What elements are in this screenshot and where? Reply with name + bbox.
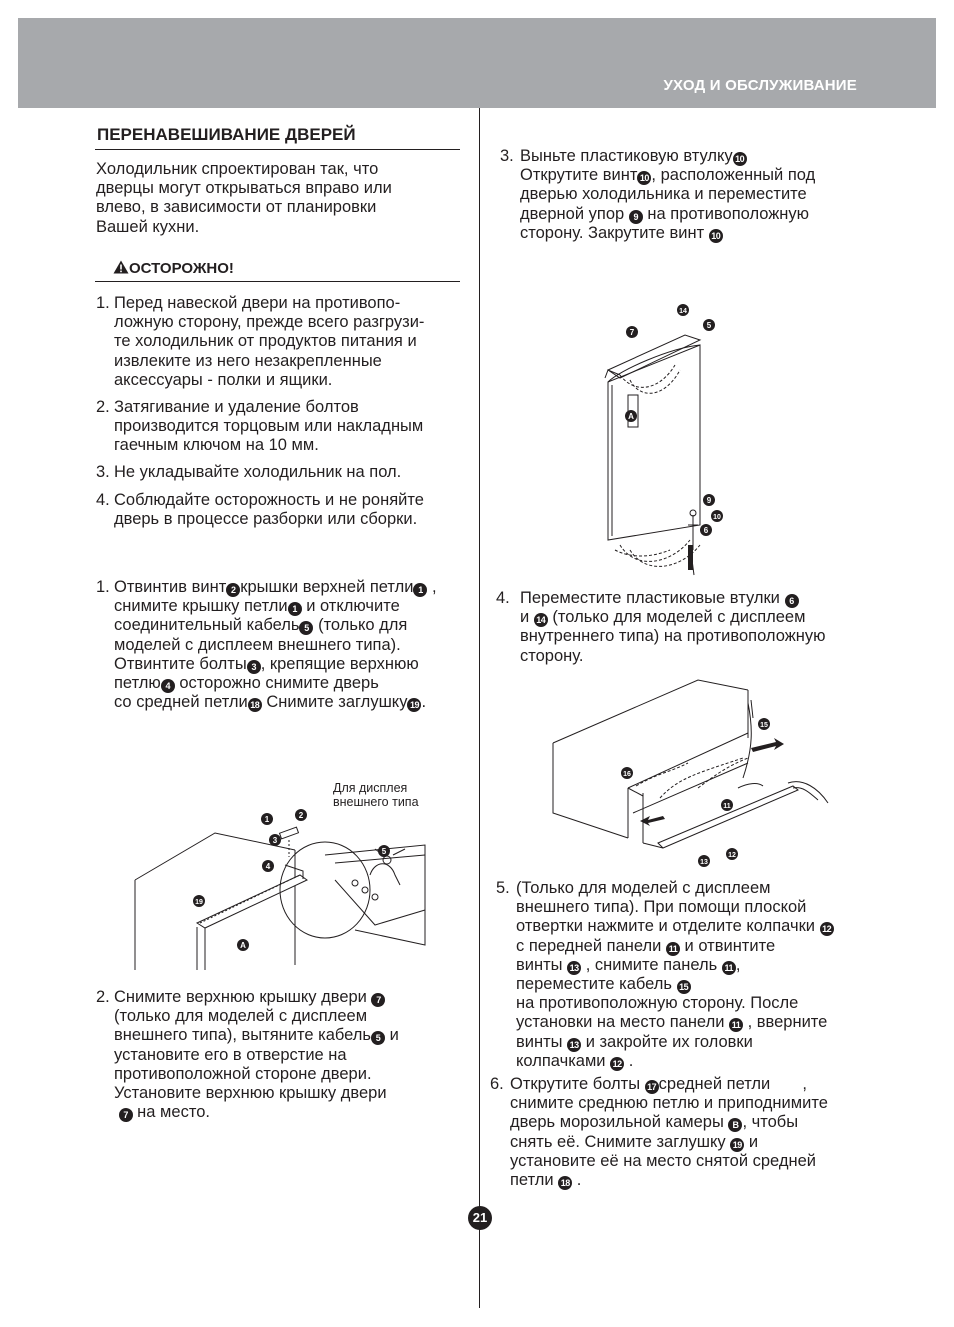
item-number: 3. — [96, 463, 110, 481]
intro-line: дверцы могут открываться вправо или — [96, 179, 392, 198]
callout-B: B — [728, 1118, 742, 1132]
step-number: 2. — [96, 988, 110, 1006]
callout-1: 1 — [413, 583, 427, 597]
callout-3: 3 — [247, 660, 261, 674]
callout-5: 5 — [299, 621, 313, 635]
svg-text:10: 10 — [713, 514, 721, 521]
section-title: УХОД И ОБСЛУЖИВАНИЕ — [663, 77, 857, 94]
step-5: 5. (Только для моделей с дисплеем внешнего типа). При помощи плоской отвертки нажмите и отделите колпачки 12 с передней панели 11 и отвинтите винты 13 , снимите панель 11 , переместите кабель 15 на противоположную сторону. После установки на место панели 11 , вверните винты 13 и закройте их головки колпачками 12 . — [496, 879, 916, 1071]
svg-text:7: 7 — [629, 328, 635, 337]
callout-11: 11 — [722, 961, 736, 975]
intro-line: Вашей кухни. — [96, 217, 200, 236]
callout-10: 10 — [637, 171, 651, 185]
item-number: 1. — [96, 294, 110, 312]
item-line: Не укладывайте холодильник на пол. — [114, 463, 402, 481]
svg-text:A: A — [628, 412, 634, 421]
callout-10: 10 — [733, 152, 747, 166]
warning-item — [96, 398, 423, 456]
item-line: гаечным ключом на 10 мм. — [114, 436, 319, 455]
figure-panel — [548, 678, 838, 873]
page-title: ПЕРЕНАВЕШИВАНИЕ ДВЕРЕЙ — [97, 125, 356, 144]
callout-12: 12 — [820, 922, 834, 936]
callout-11: 11 — [729, 1018, 743, 1032]
callout-14: 14 — [534, 613, 548, 627]
item-line: аксессуары - полки и ящики. — [114, 370, 333, 389]
warning-item — [96, 294, 424, 390]
item-line: Перед навеской двери на противопо- — [114, 294, 401, 312]
svg-text:9: 9 — [706, 496, 712, 505]
callout-13: 13 — [567, 961, 581, 975]
column-divider — [479, 108, 480, 1308]
title-rule — [95, 149, 460, 150]
step-number: 1. — [96, 578, 110, 596]
svg-text:2: 2 — [298, 811, 304, 820]
callout-2: 2 — [226, 583, 240, 597]
step-6: 6. Открутите болты 17 средней петли , снимите среднюю петлю и приподнимите дверь морозильной камеры B , чтобы снять её. Снимите заглушку 19 и установите её на место снятой средней петли 18 . — [490, 1075, 828, 1190]
warning-item — [96, 491, 424, 529]
svg-text:4: 4 — [265, 862, 271, 871]
callout-5: 5 — [371, 1031, 385, 1045]
step-number: 5. — [496, 879, 510, 897]
step-1: 1. Отвинтив винт 2 крышки верхней петли 1 , снимите крышку петли 1 и отключите соединительный кабель 5 (только для моделей с дисплеем внешнего типа). Отвинтите болты 3 , крепящие верхнюю петлю 4 осторожно снимите дверь со средней петли 18 Снимите заглушку 19 . — [96, 578, 437, 712]
svg-text:3: 3 — [272, 836, 278, 845]
svg-text:1: 1 — [264, 815, 270, 824]
warning-heading — [113, 260, 234, 277]
callout-19: 19 — [407, 698, 421, 712]
figure-1-caption: Для дисплея внешнего типа — [333, 781, 419, 809]
svg-text:13: 13 — [700, 859, 708, 866]
step-number: 4. — [496, 589, 510, 607]
callout-18: 18 — [248, 698, 262, 712]
step-number: 3. — [500, 147, 514, 165]
svg-text:19: 19 — [195, 899, 203, 906]
warning-item — [96, 463, 401, 482]
item-line: ложную сторону, прежде всего разгрузи- — [114, 313, 425, 332]
callout-6: 6 — [785, 594, 799, 608]
header-bar — [18, 18, 936, 108]
item-number: 4. — [96, 491, 110, 509]
svg-text:11: 11 — [723, 803, 731, 810]
svg-text:5: 5 — [706, 321, 712, 330]
figure-door — [590, 300, 740, 580]
svg-text:6: 6 — [703, 526, 709, 535]
intro-line: Холодильник спроектирован так, что — [96, 160, 379, 178]
callout-19: 19 — [730, 1138, 744, 1152]
callout-4: 4 — [161, 679, 175, 693]
warning-rule — [95, 281, 460, 282]
callout-7: 7 — [371, 993, 385, 1007]
callout-18: 18 — [558, 1176, 572, 1190]
callout-11: 11 — [666, 942, 680, 956]
callout-9: 9 — [629, 210, 643, 224]
item-line: извлеките из него незакрепленные — [114, 351, 382, 370]
item-line: производится торцовым или накладным — [114, 417, 424, 436]
step-number: 6. — [490, 1075, 504, 1093]
item-line: Соблюдайте осторожность и не роняйте — [114, 491, 424, 509]
svg-text:12: 12 — [728, 852, 736, 859]
item-line: дверь в процессе разборки или сборки. — [114, 510, 418, 529]
item-line: Затягивание и удаление болтов — [114, 398, 359, 416]
intro-text — [96, 160, 392, 237]
svg-text:A: A — [240, 941, 246, 950]
callout-7: 7 — [119, 1108, 133, 1122]
callout-12: 12 — [610, 1057, 624, 1071]
step-2: 2. Снимите верхнюю крышку двери 7 (только для моделей с дисплеем внешнего типа), вытяните кабель 5 и установите его в отверстие на противоположной стороне двери. Установите верхнюю крышку двери 7 на место. — [96, 988, 399, 1122]
page-number: 21 — [468, 1206, 492, 1230]
warning-label: ОСТОРОЖНО! — [129, 260, 234, 277]
item-number: 2. — [96, 398, 110, 416]
warning-triangle-icon — [113, 260, 129, 274]
svg-text:14: 14 — [679, 308, 687, 315]
svg-text:5: 5 — [381, 847, 387, 856]
item-line: те холодильник от продуктов питания и — [114, 332, 417, 351]
figure-top-hinge — [125, 805, 445, 975]
step-4: 4. Переместите пластиковые втулки 6 и 14 (только для моделей с дисплеем внутреннего типа) на противоположную сторону. — [496, 589, 826, 665]
callout-10: 10 — [709, 229, 723, 243]
callout-15: 15 — [677, 980, 691, 994]
step-3: 3. Выньте пластиковую втулку 10 Открутите винт 10 , расположенный под дверью холодильника и переместите дверной упор 9 на противоположную сторону. Закрутите винт 10 — [500, 147, 816, 242]
callout-1: 1 — [288, 602, 302, 616]
intro-line: влево, в зависимости от планировки — [96, 198, 377, 217]
callout-13: 13 — [567, 1038, 581, 1052]
svg-text:16: 16 — [623, 771, 631, 778]
svg-text:15: 15 — [760, 722, 768, 729]
callout-17: 17 — [645, 1080, 659, 1094]
